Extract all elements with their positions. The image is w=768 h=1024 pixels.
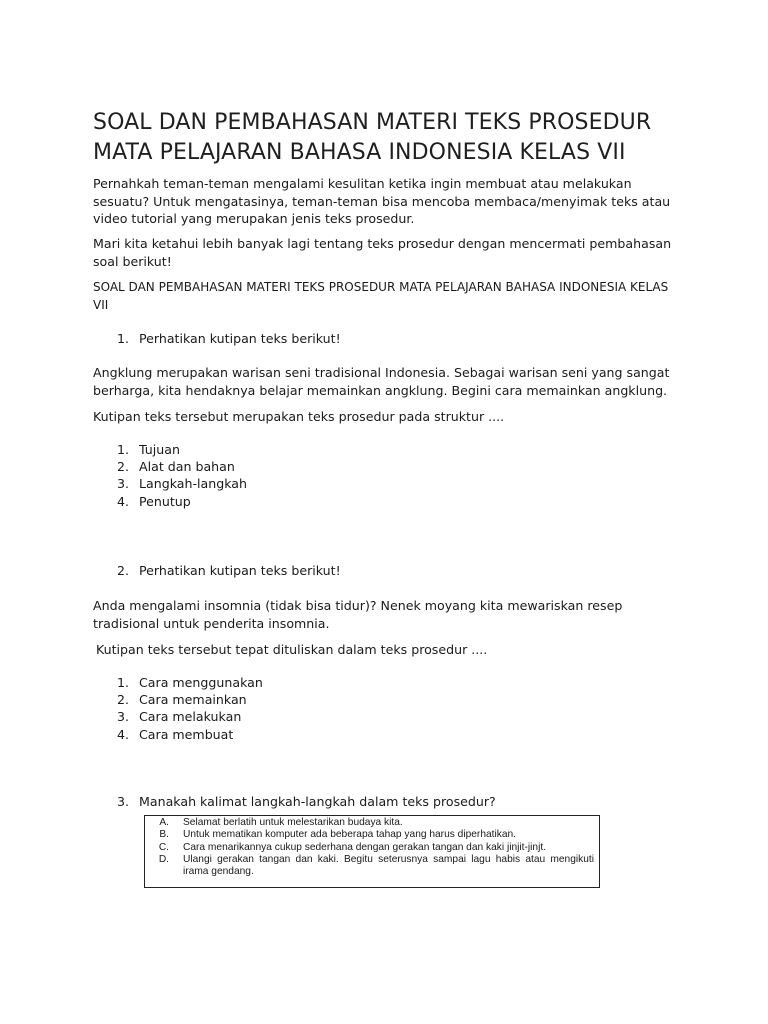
question-1-prompt (117, 330, 677, 348)
page-title (93, 108, 693, 168)
option-letter: C. (158, 841, 169, 853)
option-text: Cara memainkan (139, 692, 247, 708)
question-1-number: 1. (117, 331, 130, 346)
question-2-prompt-text: Perhatikan kutipan teks berikut! (139, 563, 341, 578)
option-letter: A. (159, 817, 169, 828)
list-item (117, 708, 263, 725)
option-text: Penutup (139, 493, 191, 509)
question-3-prompt (117, 793, 677, 811)
option-text: Ulangi gerakan tangan dan kaki. Begitu seterusnya sampai lagu habis atau mengikuti irama gendang. (183, 853, 594, 878)
list-item (145, 854, 594, 879)
list-item (145, 842, 594, 854)
option-number: 3. (117, 476, 130, 492)
question-1-prompt-text: Perhatikan kutipan teks berikut! (139, 331, 341, 346)
option-number: 4. (117, 493, 130, 509)
question-1-question: Kutipan teks tersebut merupakan teks prosedur pada struktur .... (93, 409, 505, 424)
question-2-prompt (117, 562, 677, 580)
question-3-number: 3. (117, 794, 130, 809)
option-text: Selamat berlatih untuk melestarikan budaya kita. (183, 817, 403, 828)
option-text: Cara menarikannya cukup sederhana dengan gerakan tangan dan kaki jinjit-jinjt. (183, 841, 547, 853)
question-2-options (117, 674, 263, 743)
question-1-excerpt: Angklung merupakan warisan seni tradisional Indonesia. Sebagai warisan seni yang sangat berharga, kita hendaknya belajar memainkan angklung. Begini cara memainkan angklung. (93, 365, 670, 398)
option-number: 2. (117, 459, 130, 475)
intro-paragraph-2: Mari kita ketahui lebih banyak lagi tentang teks prosedur dengan mencermati pembahasan soal berikut! (93, 236, 672, 269)
list-item (117, 493, 247, 510)
option-letter: B. (159, 829, 169, 841)
question-3-prompt-text: Manakah kalimat langkah-langkah dalam teks prosedur? (139, 794, 496, 809)
option-number: 4. (117, 726, 130, 742)
list-item (117, 691, 263, 708)
list-item (117, 674, 263, 691)
question-2-number: 2. (117, 563, 130, 578)
list-item (117, 441, 247, 458)
title-line-1: SOAL DAN PEMBAHASAN MATERI TEKS PROSEDUR (93, 110, 652, 135)
question-2-excerpt: Anda mengalami insomnia (tidak bisa tidur)? Nenek moyang kita mewariskan resep tradisional untuk penderita insomnia. (93, 598, 623, 631)
option-letter: D. (158, 853, 169, 865)
option-number: 1. (117, 675, 130, 690)
option-number: 1. (117, 442, 130, 457)
option-text: Cara membuat (139, 726, 234, 742)
option-text: Cara menggunakan (139, 675, 263, 690)
option-number: 3. (117, 709, 130, 725)
option-number: 2. (117, 692, 130, 708)
title-line-2: MATA PELAJARAN BAHASA INDONESIA KELAS VII (93, 140, 626, 165)
option-text: Cara melakukan (139, 709, 242, 725)
list-item (117, 458, 247, 475)
question-3-options-box (144, 815, 600, 888)
option-text: Tujuan (139, 442, 180, 457)
intro-paragraph-1: Pernahkah teman-teman mengalami kesulitan ketika ingin membuat atau melakukan sesuatu? Untuk mengatasinya, teman-teman bisa mencoba membaca/menyimak teks atau video tutorial yang merupakan jenis teks prosedur. (93, 176, 671, 226)
list-item (117, 726, 263, 743)
option-text: Langkah-langkah (139, 476, 247, 492)
question-2-question: Kutipan teks tersebut tepat dituliskan dalam teks prosedur .... (96, 642, 488, 657)
list-item (145, 817, 594, 829)
option-text: Alat dan bahan (139, 459, 235, 475)
list-item (145, 829, 594, 841)
option-text: Untuk mematikan komputer ada beberapa tahap yang harus diperhatikan. (183, 829, 516, 841)
question-1-options (117, 441, 247, 510)
intro-subheading: SOAL DAN PEMBAHASAN MATERI TEKS PROSEDUR MATA PELAJARAN BAHASA INDONESIA KELAS VII (93, 280, 669, 312)
list-item (117, 475, 247, 492)
